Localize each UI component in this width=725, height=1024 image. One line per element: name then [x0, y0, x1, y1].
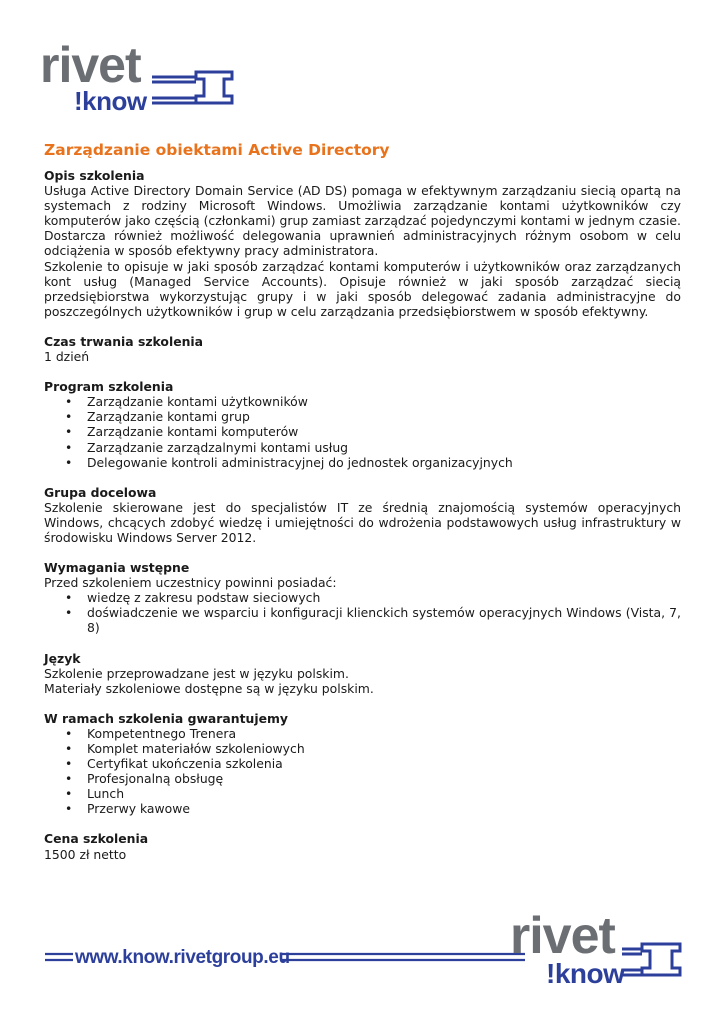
logo-sub: !know	[546, 958, 625, 989]
document-body	[44, 141, 681, 877]
section-heading: Cena szkolenia	[44, 831, 149, 847]
section-price	[44, 831, 681, 861]
rivet-know-logo-footer	[510, 907, 685, 990]
list-item: • Zarządzanie kontami grup	[87, 409, 681, 424]
list-item: • Zarządzanie zarządzalnymi kontami usług	[87, 440, 681, 455]
footer-url	[45, 944, 525, 974]
list-item: • Komplet materiałów szkoleniowych	[87, 741, 681, 756]
language-line: Materiały szkoleniowe dostępne są w języku polskim.	[44, 680, 374, 696]
requirements-intro: Przed szkoleniem uczestnicy powinni posiadać:	[44, 575, 337, 591]
logo-word: rivet	[40, 37, 141, 93]
section-heading: Język	[44, 650, 81, 666]
logo-word: rivet	[510, 907, 615, 965]
list-item: • wiedzę z zakresu podstaw sieciowych	[87, 590, 681, 605]
duration-value: 1 dzień	[44, 349, 90, 365]
list-item: • Zarządzanie kontami komputerów	[87, 424, 681, 439]
list-item: • Kompetentnego Trenera	[87, 726, 681, 741]
list-item: • Zarządzanie kontami użytkowników	[87, 394, 681, 409]
section-heading: W ramach szkolenia gwarantujemy	[44, 710, 288, 726]
page-title: Zarządzanie obiektami Active Directory	[44, 141, 390, 159]
section-heading: Wymagania wstępne	[44, 560, 190, 576]
section-heading: Program szkolenia	[44, 379, 174, 395]
list-item: • Profesjonalną obsługę	[87, 771, 681, 786]
rivet-know-logo	[40, 37, 200, 116]
program-list	[44, 394, 681, 469]
guarantee-list	[44, 726, 681, 817]
section-heading: Opis szkolenia	[44, 168, 145, 183]
list-item: • doświadczenie we wsparciu i konfiguracji klienckich systemów operacyjnych Windows (Vista, 7, 8)	[87, 605, 681, 635]
list-item: • Lunch	[87, 786, 681, 801]
paragraph: Szkolenie to opisuje w jaki sposób zarządzać kontami komputerów i użytkowników oraz zarządzanych kont usług (Managed Service Accounts). Opisuje również w jaki sposób zarządzać siecią przedsiębiorstwa wykorzystując grupy i w jaki sposób delegować zadania administracyjne do poszczególnych użytkowników i grup w celu zarządzania przedsiębiorstwem w sposób efektywny.	[44, 258, 681, 319]
rivet-icon	[148, 68, 238, 112]
section-guarantee	[44, 711, 681, 817]
list-item: • Certyfikat ukończenia szkolenia	[87, 756, 681, 771]
section-heading: Grupa docelowa	[44, 484, 157, 500]
rivet-icon	[620, 940, 684, 984]
section-requirements	[44, 560, 681, 635]
section-heading: Czas trwania szkolenia	[44, 333, 204, 349]
section-program	[44, 379, 681, 470]
logo-sub: !know	[74, 86, 147, 116]
section-duration	[44, 334, 681, 364]
price-value: 1500 zł netto	[44, 846, 127, 862]
section-language	[44, 651, 681, 696]
language-line: Szkolenie przeprowadzane jest w języku polskim.	[44, 665, 349, 681]
list-item: • Delegowanie kontroli administracyjnej do jednostek organizacyjnych	[87, 455, 681, 470]
section-description	[44, 168, 681, 319]
paragraph: Usługa Active Directory Domain Service (AD DS) pomaga w efektywnym zarządzaniu siecią opartą na systemach z rodziny Microsoft Windows. Umożliwia zarządzanie kontami użytkowników czy komputerów jako częścią (członkami) grup zamiast zarządzać pojedynczymi kontami w jednym czasie. Dostarcza również możliwość delegowania uprawnień administracyjnych różnym osobom w celu odciążenia w sposób efektywny pracy administratora.	[44, 183, 681, 259]
requirements-list	[44, 590, 681, 635]
section-audience	[44, 485, 681, 545]
audience-text: Szkolenie skierowane jest do specjalistów IT ze średnią znajomością systemów operacyjnych Windows, chcących zdobyć wiedzę i umiejętności do wdrożenia podstawowych usług infrastruktury w środowisku Windows Server 2012.	[44, 499, 681, 545]
list-item: • Przerwy kawowe	[87, 801, 681, 816]
website-link[interactable]: www.know.rivetgroup.eu	[75, 947, 290, 968]
